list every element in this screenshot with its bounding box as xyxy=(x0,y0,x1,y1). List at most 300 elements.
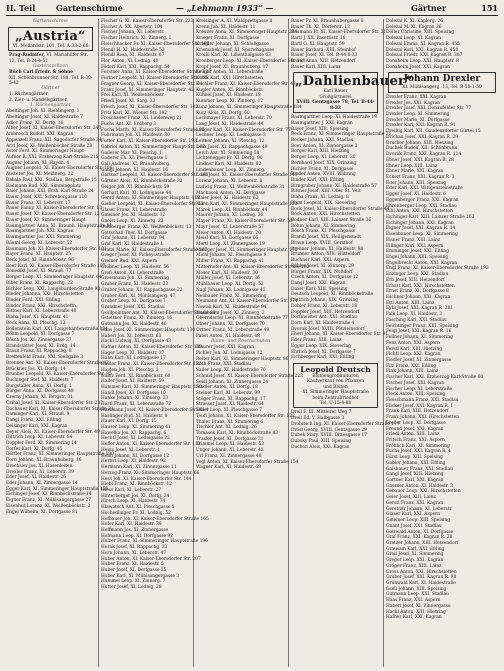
listing-entry: Drexler Karl, XXI. Kagran R. 91 xyxy=(386,123,456,129)
column-divider xyxy=(193,19,194,667)
listing-entry: Eisenbauer Leop. XI. Simmering xyxy=(386,232,458,238)
listing-entry: Gruber Franz, XI. Haidestr. 23 xyxy=(101,282,169,288)
listing-entry: Haller Josef, XI. Haidestr. 59 xyxy=(101,379,165,385)
listing-entry: Hermann Karl, XI. Zinnergasse 11 xyxy=(101,465,177,471)
listing-entry: Bernhard Josef, XIX. Grinzing xyxy=(291,160,357,166)
listing-entry: Huber Anton, XI. Kaiser-Ebersdorfer Str. 207 xyxy=(101,556,201,562)
listing-entry: Grossmann Joh. XI. Simmering xyxy=(101,276,170,282)
listing-entry: Graf Karl, XI. Haidestraße 1 xyxy=(101,242,164,248)
listing-entry: Baumgartner Leop. XI. Haidestraße 19 xyxy=(291,115,378,121)
listing-entry: Binder Anton, XVIII. Währing xyxy=(291,172,356,178)
listing-entry: Url Franz, XI. Zinnergasse 48 xyxy=(196,453,262,459)
listing-entry: Fischer A. XX. Abertstr. 104 xyxy=(101,24,163,30)
listing-entry: Böhm Johann, XI. Simmering xyxy=(291,223,355,229)
listing-entry: Eigner Franz, XI. Mühlsangergasse 27 xyxy=(6,498,92,504)
listing-entry: Bauer Karl, XIII. Lainz xyxy=(291,64,341,70)
listing-entry: Drexler Marie, XI. Dorfgasse xyxy=(386,117,450,123)
listing-entry: Erhart Karl, XXI. Hirschstetten xyxy=(386,283,455,289)
listing-address: VI. Mariahilfer Str. 13, Tel. B-24-4-51 xyxy=(9,53,88,64)
listing-entry: Bauer Josef, XI. Kaiser-Ebersdorfer Str. 13 xyxy=(6,212,100,218)
listing-entry: Binder Franz, XXI. Hirschstettn. xyxy=(6,303,78,309)
listing-entry: Flendl H. XI. Haidestraße 52 xyxy=(101,47,165,53)
listing-entry: Hofbauer Joh. XI. Kaiser-Ebersdorfer Straße 165 xyxy=(101,516,209,522)
listing-entry: Fasching Karl, XXI. Stadlau xyxy=(386,317,447,323)
listing-entry: Hinterberger Jos. XI. Dorfg. 34 xyxy=(101,493,170,499)
listing-entry: Drexler Franz, XXI. Kagran xyxy=(386,94,447,100)
listing-entry: Drexler Jos. XXI. Kagran xyxy=(386,100,441,106)
listing-entry: Ebner Leop. XIII. Lainz xyxy=(386,163,438,169)
listing-entry: Gröbner Leop. XI. Haidestr. 56 xyxy=(101,264,169,270)
listing-entry: Döller Christine, XIII. Speising xyxy=(386,30,454,36)
listing-list xyxy=(386,95,498,621)
listing-entry: Eder Franz, XIII. Lainz xyxy=(291,338,342,344)
listing-entry: Bayer Franz, XI. Hauptstr. 25 xyxy=(6,252,71,258)
listing-entry: Fellner Johann, XI. Simmering xyxy=(386,335,453,341)
listing-entry: Mitterhofer Ant. XI. Kaiser-Ebersdorfer Straße 100 xyxy=(196,264,310,270)
listing-entry: Ferstl Karl, XIII. Hietzing xyxy=(386,346,442,352)
listing-entry: Eggenberger Franz, XXI. Kagran xyxy=(386,197,459,203)
listing-entry: Lorenz Johann, XI. Leberstr. 8 xyxy=(196,179,263,185)
listing-entry: Drösl Georg, XVIII. Gentzgasse 29 xyxy=(291,427,367,433)
column-divider xyxy=(383,19,384,667)
column-1 xyxy=(6,19,114,668)
listing-list xyxy=(6,109,114,515)
listing-entry: Dorn Johann, XI. Braunhuberg. 16 xyxy=(6,458,82,464)
listing-entry: Baumann Fr. XI. Kaiser-Ebersdorfer Str. 21 xyxy=(291,30,387,36)
listing-address: XII. Schönbrunner Str. 188. Tel. R-30-5-42 xyxy=(9,75,93,87)
listing-entry: Fuchs Josef, XXI. Kagran R. 4 xyxy=(386,449,451,455)
listing-entry: Gall Andreas, XI. Braunhuberg. xyxy=(101,161,171,167)
listing-entry: Ambrosch Rudolf, XXI. Kagran xyxy=(6,132,74,138)
listing-entry: Fischer Karl, XXI. Erzherzog Karl-Straße 60 xyxy=(386,375,484,381)
listing-entry: Engel Johann, XIII. Speising xyxy=(386,255,449,260)
listing-entry: Haberl Josef, XI. Zinnergasse xyxy=(386,603,451,609)
listing-entry: Fischer Josef, XXI. Kagran xyxy=(386,380,445,386)
listing-entry: Thaler Franz, XI. Simmering 6 xyxy=(196,419,264,425)
ad-address: VI. Mollardstr. 101, Tel. A-33-2-66 xyxy=(12,44,89,49)
ad-name: Johann Drexler xyxy=(403,74,481,85)
listing-entry: Bauer Fanny, XI. Kaiser-Ebersdorfer Str. 13 xyxy=(6,206,102,212)
listing-entry: Stöger Franz, XI. Rappachg. 17 xyxy=(196,396,266,402)
listing-entry: Burgstaller Anna, XI. Dorfg. 1 xyxy=(6,383,72,389)
listing-entry: Gstettner Franz, XI. Zinnerg. 16 xyxy=(101,316,173,322)
listing-entry: Gnant Josef, XXI. Stadlau xyxy=(386,523,442,529)
listing-list xyxy=(196,19,310,339)
listing-entry: Baumgartner J. XXI. Kagran xyxy=(291,120,353,126)
listing-entry: Czerny Johann, XI. Bergstr. 31 xyxy=(6,395,74,401)
section-heading: Baum- und Rosenschulen xyxy=(210,339,270,345)
listing-entry: Helm Johann, XI. Dorfgasse 12 xyxy=(101,453,170,459)
listing-entry: Huber Josef, XI. Dorfgasse 25 xyxy=(101,568,167,573)
listing-entry: Hofer Karl, XI. Haidestr. 39 xyxy=(101,522,162,528)
listing-entry: Drexler Franz, XI. Leberstr. 39 xyxy=(6,469,74,475)
listing-entry: Drechsler Jos. XI. Hasenleiten xyxy=(6,463,73,469)
listing-entry: Maier Josef, XI. Haidestr. 62 xyxy=(196,196,259,202)
listing-entry: Erb Josef, XIII. Hetzendorf xyxy=(386,277,445,283)
listing-entry: Eisenhut Lorenz, XI. Weißenböckstr. 3 xyxy=(6,503,91,509)
listing-entry: Ettl Anton, XIII. Lainz xyxy=(386,300,435,306)
listing-entry: Kreisinger A. XI. Waldprettgasse 8 xyxy=(196,19,273,24)
listing-entry: Dubsky Paul, XIII. Speising xyxy=(291,439,351,445)
part-label: II. Teil xyxy=(6,3,36,13)
listing-entry: Haider Franz, XI. Kaiser-Ebersdorfer Str. 182 xyxy=(101,362,202,368)
listing-entry: Dreil Ed. V. Halbgasse 3 xyxy=(291,416,345,422)
listing-entry: Gaderer Th. XI. Pleschgasse 1 xyxy=(101,156,168,162)
listing-entry: Haslinger Rud. XI. Haidestr. 9 xyxy=(101,413,168,419)
listing-entry: Doppler Josef, XIII. Hetzendorf xyxy=(291,309,360,315)
listing-entry: Deyer Alois, XI. Kaiser-Ebersdorfer Str. 49 xyxy=(6,429,100,435)
listing-entry: Greiner Rud. XXI. Aspern xyxy=(101,259,158,265)
listing-entry: Bauer Th. XI. Dörferstr. 13 xyxy=(291,24,350,30)
listing-entry: Bauer Fr. XI. Braunhubergasse 8 xyxy=(291,19,364,24)
listing-entry: Huber Franz, XI. Haidestr. 5 xyxy=(101,562,164,568)
listing-list xyxy=(291,19,387,70)
listing-entry: Fleischhacker Fr. XI. Kaiser-Ebersdorfer Str. 106 xyxy=(101,41,210,47)
listing-entry: Gregor Leop. XXI. Kagran xyxy=(386,558,444,564)
listing-entry: Badmann Rud. XXI. Simmingplatz xyxy=(6,183,81,189)
listing-entry: Alber Josef, XI. Kaiser-Ebersdorfer Str. 240 xyxy=(6,126,102,132)
listing-entry: Dolezal Karl, XXI. Kagran R. 450 xyxy=(386,47,459,53)
listing-entry: Eder Johann, XI. Zinnergasse 14 xyxy=(6,480,78,486)
section-label: Gartenschirme xyxy=(56,3,123,13)
listing-entry: Kurz Alois, XI. Dorfg. 60 xyxy=(196,110,250,116)
book-title: — „Lehmann 1933“ — xyxy=(176,3,274,13)
listing-entry: Gabler Johann, XXI. Eßling xyxy=(386,460,446,466)
listing-entry: Graf Franz, XXI. Kagran R. 28 xyxy=(386,535,453,541)
listing-entry: Baumgartner Joh. XXI. Kagran xyxy=(6,229,74,235)
listing-entry: Duchon Alois, XXI. Kagran xyxy=(291,444,350,450)
listing-list xyxy=(291,115,392,361)
listing-entry: Ernst Franz, XI. Dorfgasse 8 xyxy=(386,289,449,295)
listing-entry: Hoffmann Jos. XI. Zinnergasse xyxy=(101,527,169,533)
listing-entry: Egger Karl, XI. Simmeringer Hauptstraße 158 xyxy=(6,486,109,492)
listing-entry: Geiger Joh. XI. Rinnböckstr. 59 xyxy=(101,184,170,190)
section-heading: Gärtner xyxy=(41,86,60,92)
listing-entry: Kriegler Johann, XI. Schloßgasse xyxy=(196,41,269,47)
listing-entry: Gröger Franz, XIII. Lainz xyxy=(386,563,442,569)
listing-entry: Neubauer Franz, XI. Simmering xyxy=(196,293,267,299)
ad-owner: Karl Bauer xyxy=(323,89,348,95)
listing-entry: Gaisbauer Franz, XXI. Stadlau xyxy=(386,466,453,472)
listing-entry: Ludwig Franz, XI. Weißenböckstraße 31 xyxy=(196,184,285,190)
listing-entry: Fuchs Ant. XI. Erdberg 3 xyxy=(101,121,157,127)
listing-entry: Freiler Leop. XI. Dorfgasse xyxy=(386,420,446,426)
listing-entry: Bock Anna, XI. Pleschg. 13 xyxy=(6,320,66,326)
listing-entry: Lenz Josef, XI. Rappachgasse 49 xyxy=(196,144,268,150)
section-heading: 1. Rüchengärtner xyxy=(29,103,72,109)
listing-entry: Lindenbauer Leop. XI. Zinnerg. xyxy=(196,167,266,173)
header-rule xyxy=(6,15,498,16)
listing-entry: Lerch Ant. XI. Simmering 58 xyxy=(196,150,260,156)
listing-entry: Moser Karl, XI. Haidestr. 30 xyxy=(196,270,258,276)
listing-entry: Brückner Jos. XI. Dorfg. 14 xyxy=(6,366,66,372)
listing-entry: Gross Anton, XXI. Hirschstetten xyxy=(386,569,457,575)
listing-entry: Bittner Karl, XI. Leberstraße 40 xyxy=(6,309,77,315)
listing-entry: Gerstl Anton, XI. Simmeringer Hauptstr. 112 xyxy=(101,196,200,202)
listing-entry: Kroißl Karl, XI. Lilienthalgasse 63 xyxy=(196,53,271,59)
listing-entry: Eschner Johann, XXI. Kagran xyxy=(386,295,451,301)
listing-entry: Dörfler Franz, XI. Simmeringer Hauptstraße 190 xyxy=(6,452,114,458)
listing-entry: Deisinger Karl, XXI. Kagran xyxy=(6,423,68,429)
listing-entry: Geier Josef, XIII. Lainz xyxy=(386,495,436,501)
listing-entry: Bösch Jos. XI. Zinnergasse 37 xyxy=(6,338,72,343)
listing-entry: Machacek Anton, XI. Dorfgasse xyxy=(196,190,266,196)
listing-entry: Hawelka Jos. XI. Rappachg. 6 xyxy=(101,430,167,436)
listing-entry: Oberndorfer Leop. XI. Rinnböckstraße 77 xyxy=(196,316,288,322)
listing-entry: Eder Josef, XI. Haidestr. 26 xyxy=(6,475,66,481)
advertisement-deutsch xyxy=(293,363,378,408)
listing-entry: Froschauer Franz, XI. Lindenweg 21 xyxy=(101,116,182,122)
listing-entry: Adler Franz, XI. Dorfg. 16 xyxy=(6,120,64,126)
listing-entry: Hauer Karl, XI. Dorfg. 15 xyxy=(101,419,157,425)
ad-business: Großgärtnerei xyxy=(319,94,352,100)
listing-entry: Eybl Josef, XXI. Kagran R. 281 xyxy=(386,306,453,312)
listing-entry: Fischer Heinrich, XI. Zinnerg. 1 xyxy=(101,36,172,42)
listing-entry: Beck Josef, XI. Rinnböckstr. 96 xyxy=(6,257,74,263)
listing-entry: Gaderer Mar. XI. Pleschg. 1 xyxy=(101,150,163,156)
listing-entry: Neumann Ant. XI. Kaiser-Ebersdorfer Str. 171 xyxy=(196,299,298,305)
listing-entry: Franz Johann, XXI. Hirschstetten xyxy=(386,415,460,421)
listing-entry: Binder Karl, XXI. Eßling xyxy=(291,178,345,183)
listing-entry: Tischler Ant. XI. Lodnig. 26 xyxy=(196,425,257,431)
listing-entry: Glaser Franz, XI. Leberstraße xyxy=(101,207,167,213)
listing-entry: Herzog Franz, XI. Simmeringer Hauptstr. 66 xyxy=(101,470,200,476)
listing-entry: Brenner Ant. XI. Kaiser-Ebersdorfer Straße 82 xyxy=(6,360,109,366)
listing-entry: Graf Johann, XI. Leberstr. 94 xyxy=(101,236,165,242)
listing-entry: Bürger Anna, XI. Dorfgasse 48 xyxy=(6,389,74,395)
listing-entry: Wagner Karl, XI. Haidestr. 68 xyxy=(196,465,261,471)
listing-entry: Greil Josef, XI. Simmering xyxy=(386,552,444,558)
listing-entry: Hirsch Leop. XI. Haidestr. 74 xyxy=(101,499,166,505)
listing-entry: Gratzer Johann, XIII. Hetzendorf xyxy=(386,540,459,546)
listing-entry: Taller Leop. XI. Pleschgasse 7 xyxy=(196,408,263,414)
listing-entry: Fenz Anton, XXI. Aspern xyxy=(386,340,440,346)
listing-entry: Goldberger Franz, XI. Weißenböckstr. 13 xyxy=(101,224,192,230)
listing-entry: Fleck Anton, XIII. Speising xyxy=(386,392,446,398)
listing-entry: Hochedlinger Fr. XI. Lodnig. 52 xyxy=(101,510,171,516)
advertisement-austria xyxy=(8,27,93,51)
listing-entry: Haberl Jos. XI. Leberstr. 63 xyxy=(101,333,162,339)
listing-entry: Teufl Johann, XI. Kaiser-Ebersdorfer Str. 122 xyxy=(196,413,295,419)
advertisement-drexler xyxy=(388,72,496,92)
listing-entry: Donaheim Leop. XXI. Hauptstr. 8 xyxy=(386,59,459,65)
listing-list xyxy=(196,345,303,471)
listing-entry: Engel Wilhelm, XI. Dorfgasse 81 xyxy=(6,509,78,515)
listing-entry: Egger Josef, XI. Haidestr. 6 xyxy=(386,192,446,198)
listing-entry: Hechtl Josef, XI. Lodnigasse 23 xyxy=(101,436,170,442)
ad-address: XVIII. Gentzgasse 78, Tel. B-44-8-33 xyxy=(296,100,375,111)
listing-entry: Gneist Leop. XI. Zinnerg. 23 xyxy=(101,219,164,225)
listing-entry: Sailer Leop. XI. Haidestraße 70 xyxy=(196,368,266,374)
listing-entry: Gerstl Franz, XXI. Kagran xyxy=(386,500,444,506)
listing-entry: Hafner Karl, XXI. Kagran xyxy=(386,615,442,621)
listing-entry: Grausam Karl, XXI. Eßling xyxy=(386,546,445,552)
listing-entry: Dobler Franz, XI. Leberstr. 18 xyxy=(291,303,358,309)
listing-entry: Böck Anton, XXI. Hirschstetten xyxy=(291,212,360,218)
listing-entry: Fragner Georg, XI. Kaiser-Ebersdorfer Str. 74 xyxy=(101,81,203,87)
listing-entry: Bauer Josef, XI. Tel. B-44-8-33 xyxy=(291,53,358,59)
page-number: 151 xyxy=(481,3,498,13)
listing-entry: Eichberger Karl, XXI. Eßling xyxy=(291,355,355,361)
listing-entry: Fortner Leopold, XI. Kaiser-Ebersdorfer Str. 165 xyxy=(101,76,208,82)
listing-entry: Bayer Josef, XIII. Speising xyxy=(291,126,349,132)
listing-entry: Drexler Josef, XXI. Donaufelder Str. 77 xyxy=(386,106,472,112)
listing-entry: Emminger Josef, XXI. Eßling xyxy=(386,249,449,255)
listing-entry: Langer Karl, XI. Kaiser-Ebersdorfer Str. 77 xyxy=(196,127,291,133)
listing-entry: Lichtenegger Fr. XI. Dorfg. 90 xyxy=(196,156,263,162)
listing-entry: Drobitsch Ing. XI. Kaiser-Ebersdorfer Straße 177 xyxy=(291,421,400,427)
listing-entry: Hafner Anton, XI. Kaiser-Ebersdorfer Str. 139 xyxy=(101,344,203,350)
listing-entry: Eichinger Josef, XI. Rinnböckstraße 14 xyxy=(6,492,92,498)
listing-entry: Aster Ferd. XI. Simmeringer Haupt xyxy=(6,149,84,155)
ad-line: Kaufverkauf von Pflanzen xyxy=(306,379,365,385)
listing-entry: Dorfmeister Ant. XXI. Stadlau xyxy=(291,315,357,321)
listing-entry: Dreißig Karl, XII. Gaudenzdorfer Gürtel 15 xyxy=(386,129,481,135)
listing-entry: Baier Johann, XXI. Erzh. Karl-Straße 24 xyxy=(6,189,94,195)
listing-entry: Bösch Franz, XI. Pleschgasse xyxy=(291,229,356,235)
listing-entry: Franz Josef, XI. Simmeringer Hauptstr. 42 xyxy=(101,87,194,93)
listing-entry: Beck Franz, XI. Simmeringer Hauptstraße 21 xyxy=(291,132,392,138)
listing-entry: Mertl Leop. XI. Zinnergasse 19 xyxy=(196,242,265,248)
listing-entry: Braun Leop. XVIII. Gersthof xyxy=(291,240,353,246)
listing-entry: Reiter Karl, XI. Simmeringer Hauptstr. 86 xyxy=(196,356,289,362)
listing-entry: Flicker Josef, XXI. Kagran R. 1 xyxy=(386,403,454,409)
listing-entry: Strasser Josef, XI. Haidestr. 64 xyxy=(196,402,264,408)
listing-entry: Hackl Ludwig, XI. Dorfgasse 43 xyxy=(101,339,171,345)
listing-entry: Deutsch Leopold, XI. Rinnböckstraße xyxy=(291,292,374,298)
listing-entry: Müller Josef, XI. Leberstr. 36 xyxy=(196,276,260,282)
listing-entry: Hammer Karl, XI. Simmeringer Hauptstr. 150 xyxy=(101,385,202,390)
listing-entry: Maurer Josef, XXI. Kagran xyxy=(196,345,255,351)
listing-entry: Dorn Karl, XI. Haidestraße 4 xyxy=(291,320,355,326)
listing-entry: Abeltinger Joh. XI. Rieblingerg. 1 xyxy=(6,109,80,115)
listing-entry: Hainz Ferd. XI. Rinnböckstr. 60 xyxy=(101,373,171,379)
listing-entry: Dangl Franz, XXI. Eßling xyxy=(6,418,62,424)
listing-entry: Hartmann Josef, XI. Kaiser-Ebersdorfer Straße 4 xyxy=(101,407,209,413)
listing-entry: Hütter Josef, XI. Lodnig. 28 xyxy=(101,585,162,591)
listing-entry: Dolezal Emma, XI. Kagran R. 455 xyxy=(386,41,460,47)
listing-entry: Gratzl Marie, XI. Kaiser-Ebersdorfer Straße 167 xyxy=(101,247,208,253)
listing-entry: Fritz Karl, XI. Wiener Str. 182 xyxy=(101,110,168,116)
listing-entry: Dachauer Karl, XI. Kaiser-Ebersdorfer Straße 21 xyxy=(6,406,114,412)
listing-entry: Gangl Josef, XIII. Hietzing xyxy=(386,472,444,478)
listing-entry: Kuchler Franz, XI. Kaiser-Ebersdorfer Str. 48 xyxy=(196,81,296,87)
listing-entry: Loidl Josef, XI. Kaiser-Ebersdorfer Straße 141 xyxy=(196,173,298,179)
listing-entry: Donaheim Josef, XXI. Kagran xyxy=(386,64,450,70)
listing-entry: Bauer Josef, XXI. Schrebergasse 110 xyxy=(6,195,87,201)
listing-entry: Bühler Josef, XI. Zinnerg. 29 xyxy=(291,263,354,269)
listing-entry: Fichtl Leop. XXI. Kagran xyxy=(386,352,441,358)
listing-entry: Bodner Karl, XIII. Lainzer Straße 36 xyxy=(291,218,372,224)
listing-entry: Brenner Johann, XI. Haidestr. 88 xyxy=(291,246,364,252)
listing-entry: Leitner Johann, XI. Pleschg. 12 xyxy=(196,139,265,145)
column-divider xyxy=(288,19,289,667)
listing-entry: Fürst Leop. XIII. Speising xyxy=(386,455,443,461)
listing-entry: Metzger Josef, XI. Simmeringer Hauptstr. 170 xyxy=(196,247,298,253)
listing-entry: Drucker Johann, XIII. Hietzing xyxy=(386,140,454,146)
column-2 xyxy=(101,19,216,668)
listing-entry: Eberl Johann, XI. Kaiser-Ebersdorfer Str. 91 xyxy=(291,332,389,338)
listing-entry: Haas Franz, XXI. Aspern xyxy=(386,598,441,604)
listing-entry: Frei Karl, XI. Weißenböckstr. xyxy=(101,93,165,99)
listing-entry: Frank Karl, XIII. Hetzendorf xyxy=(386,409,449,415)
listing-entry: Dangl Josef, XXI. Kagran xyxy=(291,280,346,286)
listing-name: Büch Carl Friedr. & Söhne xyxy=(9,70,74,76)
listing-entry: Daminger Karl, XI. Strauß. 9 xyxy=(6,412,70,418)
listing-entry: Bichler Franz, XI. Dorfgasse xyxy=(291,166,354,172)
listing-list xyxy=(386,19,498,70)
listing-entry: Gottwald Anton, XI. Dorfgasse xyxy=(386,529,454,535)
listing-entry: Bittner Josef, XIII. Ober St. Veit xyxy=(291,189,361,195)
listing-entry: Gutmann Leop. XXI. Stadlau xyxy=(386,592,449,598)
listing-entry: Bauer Anna, XIII. Hetzendorf xyxy=(291,59,356,65)
listing-entry: Dubek Mary, XVIII. Dittesgasse 17 xyxy=(291,433,368,439)
listing-entry: Fiedler Josef, XI. Zinnergasse xyxy=(386,357,452,363)
listing-entry: Heinz Josef, XI. Leberstr. 1 xyxy=(101,447,161,453)
listing-entry: Ellinger Karl, XXI. Aspern xyxy=(386,243,444,249)
listing-entry: Breitenfeld Franz, XXI. Sießgaße 3 xyxy=(6,355,84,361)
listing-entry: Herbst Leop. XI. Haidestr. 92 xyxy=(101,459,166,465)
listing-prag-rudnifer xyxy=(6,53,95,64)
listing-entry: Mühlbauer Leop. XI. Dorfg. 52 xyxy=(196,282,264,288)
listing-entry: Kropf Josef, XI. Braunhuberg. 17 xyxy=(196,64,269,70)
listing-entry: Binder Johanna, XXI. Hirschstetten xyxy=(6,292,84,298)
listing-entry: Brandl Josef, XIX. Heiligenstadt xyxy=(291,235,362,241)
listing-entry: Hanke Johann, XI. Zinnerg. 33 xyxy=(101,396,169,402)
listing-entry: Gruber Karl, XI. Mühlsangerg. 47 xyxy=(101,293,176,299)
listing-entry: Eder Karl, XXI. Wittgensteinstraße xyxy=(386,186,463,192)
listing-entry: Friedl Josef, XI. Sarg. 33 xyxy=(101,99,156,105)
listing-entry: Gabriel Anton, XI. Simmeringer Haupt-Str. 107 xyxy=(101,144,205,150)
listing-entry: Ehrlich Josef, XI. Dorfgasse 7 xyxy=(291,349,356,355)
column-divider xyxy=(98,19,99,667)
listing-entry: Gangl Johann, XI. Haidestr. 16 xyxy=(101,167,169,173)
ad-line: XI. Simmeringer Hauptstraße xyxy=(302,390,369,396)
listing-entry: Filz Franz, XXI. Eßling xyxy=(386,363,437,369)
listing-entry: Kronberger Leop. XI. Kaiser-Ebersdorfer Str. 168 xyxy=(196,59,306,65)
listing-entry: Gerstner Johann, XI. Leberstr. xyxy=(386,506,453,512)
ad-line: Blumengroßkulturen xyxy=(312,374,359,379)
listing-entry: Duchek Rudolf, XII. Schönbrunn xyxy=(386,146,458,152)
listing-entry: Brunner Anton, XIII. Hütteldorf xyxy=(291,252,361,258)
listing-entry: Gsell Johann, XIII. Speising xyxy=(386,586,447,592)
listing-entry: Blum Leopold, XIX. Sievering xyxy=(291,200,356,206)
listing-entry: Maurer Johann, XI. Lodnig. 36 xyxy=(196,213,264,219)
listing-entry: Hummel Leop. XI. Zinnerg. 7 xyxy=(101,579,166,585)
listing-entry: Braun Franz, XI. Rappachg. 8 xyxy=(6,349,72,355)
listing-entry: Ortner Franz, XI. Leberstraße 49 xyxy=(196,327,270,333)
listing-entry: Gerhart Karl, XI. Lodnigasse 44 xyxy=(101,190,172,196)
listing-entry: Pichler Joh. XI. Lodnigasse 12 xyxy=(196,350,263,356)
listing-entry: Pabst Anton, XI. Haidestr. 48 xyxy=(196,333,260,339)
listing-entry: Gassner Anton, XI. Haidestr. 3 xyxy=(386,483,453,489)
category-note: 2. Zier- u. Handelsgärtner. xyxy=(9,97,68,103)
listing-name: Prag-Rudnifer, xyxy=(9,53,45,59)
listing-entry: Mayr Josef, XI. Leberstraße 57 xyxy=(196,224,264,230)
listing-entry: Gartner Karl, XXI. Kagran xyxy=(386,478,444,484)
listing-entry: Glaser Karl, XXI. Aspern xyxy=(386,512,441,518)
listing-entry: Kubik Karl, XXI. Hirschstetten xyxy=(196,76,263,82)
listing-entry: Fink Johann, XIII. Lainz xyxy=(386,369,439,375)
listing-entry: Marek Leop. XI. Rinnböckstr. 44 xyxy=(196,207,268,213)
listing-entry: Hiebl Franz, XI. Rinnböckstr. 12 xyxy=(101,482,172,488)
listing-entry: Feichtinger Franz, XIII. Speising xyxy=(386,323,459,329)
listing-entry: Trimmel Leop. XI. Haidestr. 53 xyxy=(196,442,265,448)
column-3 xyxy=(196,19,310,668)
listing-entry: Bichler Leop. XXI. Langobarden-Straße 98 xyxy=(6,286,101,292)
listing-entry: Beer Karl, XI. Kaiser-Ebersdorfer Straße 107 xyxy=(6,263,106,269)
listing-entry: Krüger Anton, XI. Leberstraße xyxy=(196,70,264,76)
